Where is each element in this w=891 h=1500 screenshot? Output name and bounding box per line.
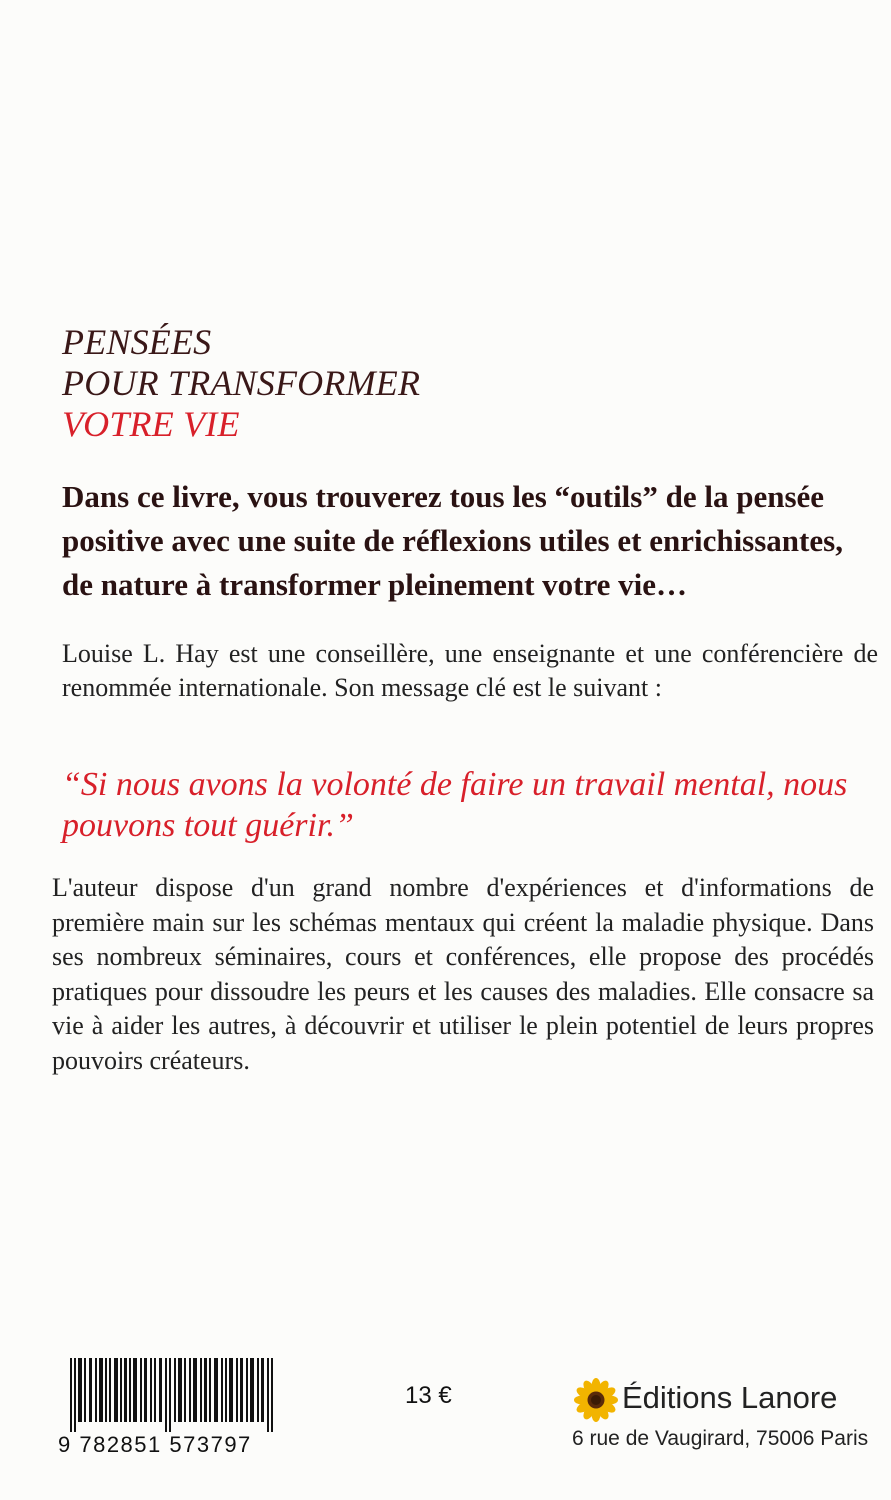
barcode-number: 9 782851 573797: [58, 1432, 252, 1457]
title-line-2: POUR TRANSFORMER: [62, 363, 421, 403]
author-quote: “Si nous avons la volonté de faire un travail mental, nous pouvons tout guérir.”: [62, 766, 848, 844]
book-title: [62, 322, 420, 445]
intro-paragraph: Dans ce livre, vous trouverez tous les “outils” de la pensée positive avec une suite de réflexions utiles et enrichissantes, de nature à transformer pleinement votre vie…: [62, 479, 843, 602]
price: 13 €: [405, 1382, 452, 1409]
publisher-name: Éditions Lanore: [622, 1380, 838, 1415]
barcode: [58, 1358, 293, 1432]
title-line-3: VOTRE VIE: [62, 404, 240, 444]
title-line-1: PENSÉES: [62, 322, 212, 362]
publisher-address: 6 rue de Vaugirard, 75006 Paris: [572, 1427, 869, 1450]
author-bio-paragraph: Louise L. Hay est une conseillère, une enseignante et une conférencière de renommée internationale. Son message clé est le suivant :: [62, 639, 878, 702]
sunflower-icon: [574, 1378, 618, 1422]
author-description-paragraph: L'auteur dispose d'un grand nombre d'expériences et d'informations de première main sur les schémas mentaux qui créent la maladie physique. Dans ses nombreux séminaires, cours et conférences, elle propose des procédés pratiques pour dissoudre les peurs et les causes des maladies. Elle consacre sa vie à aider les autres, à découvrir et utiliser le plein potentiel de leurs propres pouvoirs créateurs.: [52, 873, 874, 1075]
